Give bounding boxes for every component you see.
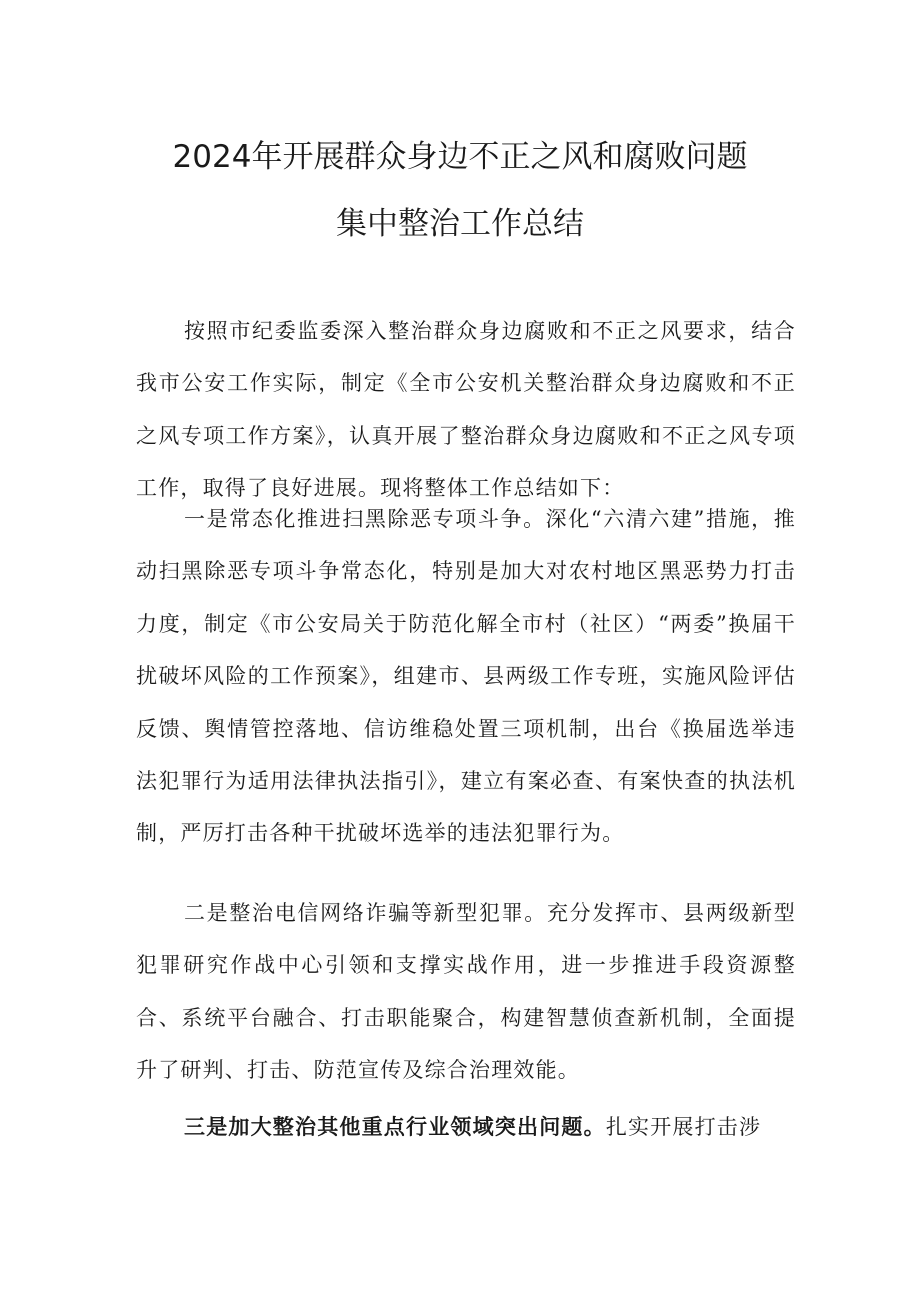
document-title-line-2: 集中整治工作总结 xyxy=(336,206,584,242)
paragraph-intro: 按照市纪委监委深入整治群众身边腐败和不正之风要求，结合我市公安工作实际，制定《全市公安机关整治群众身边腐败和不正之风专项工作方案》，认真开展了整治群众身边腐败和不正之风专项工作，取得了良好进展。现将整体工作总结如下： xyxy=(136,319,796,501)
document-title-line-1: 2024年开展群众身边不正之风和腐败问题 xyxy=(172,139,748,175)
paragraph-point-three-heading: 三是加大整治其他重点行业领域突出问题。 xyxy=(184,1114,606,1139)
paragraph-point-three xyxy=(136,1101,796,1153)
paragraph-point-three-text: 扎实开展打击涉 xyxy=(605,1115,762,1139)
paragraph-point-one: 一是常态化推进扫黑除恶专项斗争。深化“六清六建”措施，推动扫黑除恶专项斗争常态化，特别是加大对农村地区黑恶势力打击力度，制定《市公安局关于防范化解全市村（社区）“两委”换届干扰破坏风险的工作预案》，组建市、县两级工作专班，实施风险评估反馈、舆情管控落地、信访维稳处置三项机制，出台《换届选举违法犯罪行为适用法律执法指引》，建立有案必查、有案快查的执法机制，严厉打击各种干扰破坏选举的违法犯罪行为。 xyxy=(136,507,796,846)
paragraph-point-two: 二是整治电信网络诈骗等新型犯罪。充分发挥市、县两级新型犯罪研究作战中心引领和支撑实战作用，进一步推进手段资源整合、系统平台融合、打击职能聚合，构建智慧侦查新机制，全面提升了研判、打击、防范宣传及综合治理效能。 xyxy=(136,901,796,1083)
